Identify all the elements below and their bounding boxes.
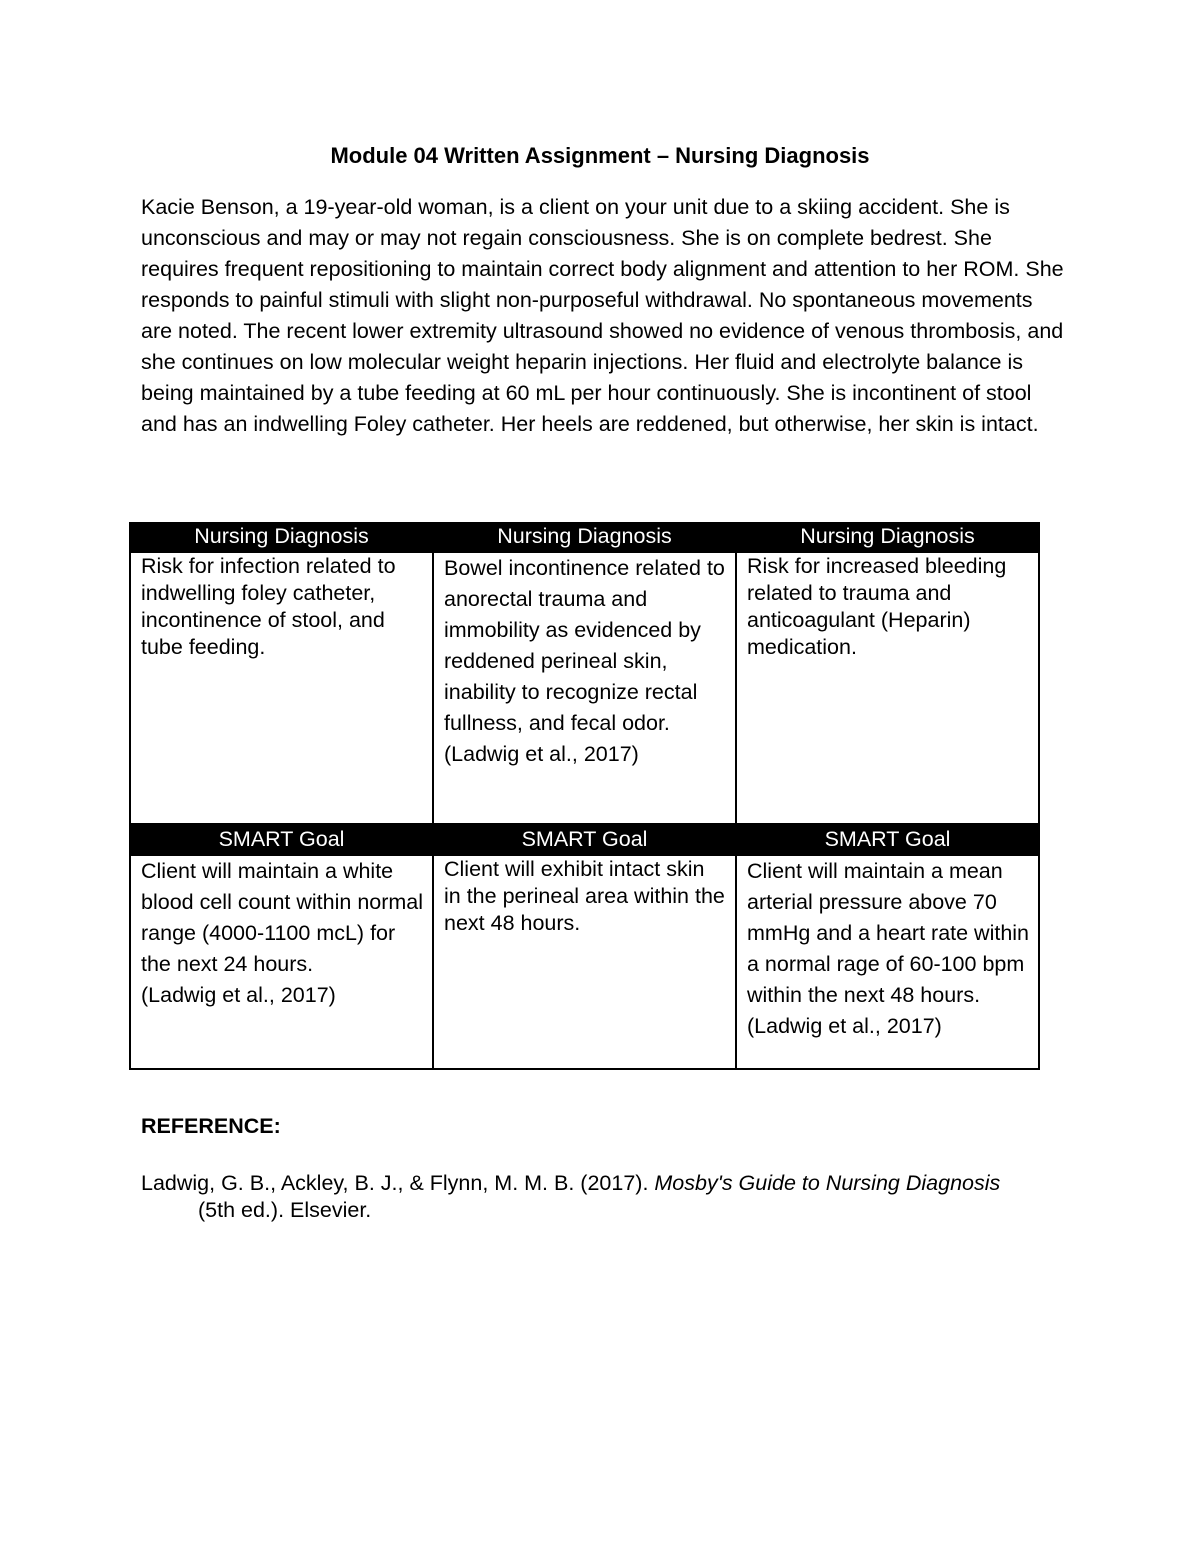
diagnosis-header-3: Nursing Diagnosis: [736, 522, 1039, 552]
document-title: Module 04 Written Assignment – Nursing Diagnosis: [330, 143, 870, 168]
case-study-text: Kacie Benson, a 19-year-old woman, is a client on your unit due to a skiing accident. She is unconscious and may or may not regain consciousness. She is on complete bedrest. She requires frequent repositioning to maintain correct body alignment and attention to her ROM. She responds to painful stimuli with slight non-purposeful withdrawal. No spontaneous movements are noted. The recent lower extremity ultrasound showed no evidence of venous thrombosis, and she continues on low molecular weight heparin injections. Her fluid and electrolyte balance is being maintained by a tube feeding at 60 mL per hour continuously. She is incontinent of stool and has an indwelling Foley catheter. Her heels are reddened, but otherwise, her skin is intact.: [141, 195, 1064, 436]
goal-cell-3: [736, 855, 1039, 1069]
goal-text-1: Client will maintain a white blood cell count within normal range (4000-1100 mcL) for the next 24 hours.: [141, 859, 424, 976]
reference-authors: Ladwig, G. B., Ackley, B. J., & Flynn, M. M. B. (2017).: [141, 1171, 655, 1195]
goal-text-3: Client will maintain a mean arterial pressure above 70 mmHg and a heart rate within a normal rage of 60-100 bpm within the next 48 hours.: [747, 859, 1030, 1007]
diagnosis-row: [130, 552, 1039, 824]
goal-cell-1: [130, 855, 433, 1069]
goal-citation-1: (Ladwig et al., 2017): [141, 983, 336, 1007]
reference-publisher: (5th ed.). Elsevier.: [198, 1198, 372, 1222]
diagnosis-text-3: Risk for increased bleeding related to trauma and anticoagulant (Heparin) medication.: [747, 554, 1007, 659]
diagnosis-header-2: Nursing Diagnosis: [433, 522, 736, 552]
goal-cell-2: [433, 855, 736, 1069]
nursing-diagnosis-table: [129, 522, 1040, 1070]
diagnosis-cell-1: [130, 552, 433, 824]
goal-header-1: SMART Goal: [130, 824, 433, 855]
goal-header-2: SMART Goal: [433, 824, 736, 855]
diagnosis-header-1: Nursing Diagnosis: [130, 522, 433, 552]
goal-header-3: SMART Goal: [736, 824, 1039, 855]
diagnosis-text-1: Risk for infection related to indwelling foley catheter, incontinence of stool, and tube feeding.: [141, 554, 396, 659]
diagnosis-citation-2: (Ladwig et al., 2017): [444, 742, 639, 766]
diagnosis-text-2: Bowel incontinence related to anorectal trauma and immobility as evidenced by reddened perineal skin, inability to recognize rectal fullness, and fecal odor.: [444, 556, 725, 735]
case-study-paragraph: [141, 192, 1066, 440]
diagnosis-cell-3: [736, 552, 1039, 824]
goal-citation-3: (Ladwig et al., 2017): [747, 1014, 942, 1038]
reference-book-title: Mosby's Guide to Nursing Diagnosis: [654, 1171, 1001, 1195]
diagnosis-header-row: [130, 522, 1039, 552]
reference-entry: [141, 1170, 1021, 1224]
reference-heading: REFERENCE:: [141, 1114, 281, 1138]
goal-header-row: [130, 824, 1039, 855]
diagnosis-cell-2: [433, 552, 736, 824]
goal-row: [130, 855, 1039, 1069]
goal-text-2: Client will exhibit intact skin in the perineal area within the next 48 hours.: [444, 857, 725, 935]
